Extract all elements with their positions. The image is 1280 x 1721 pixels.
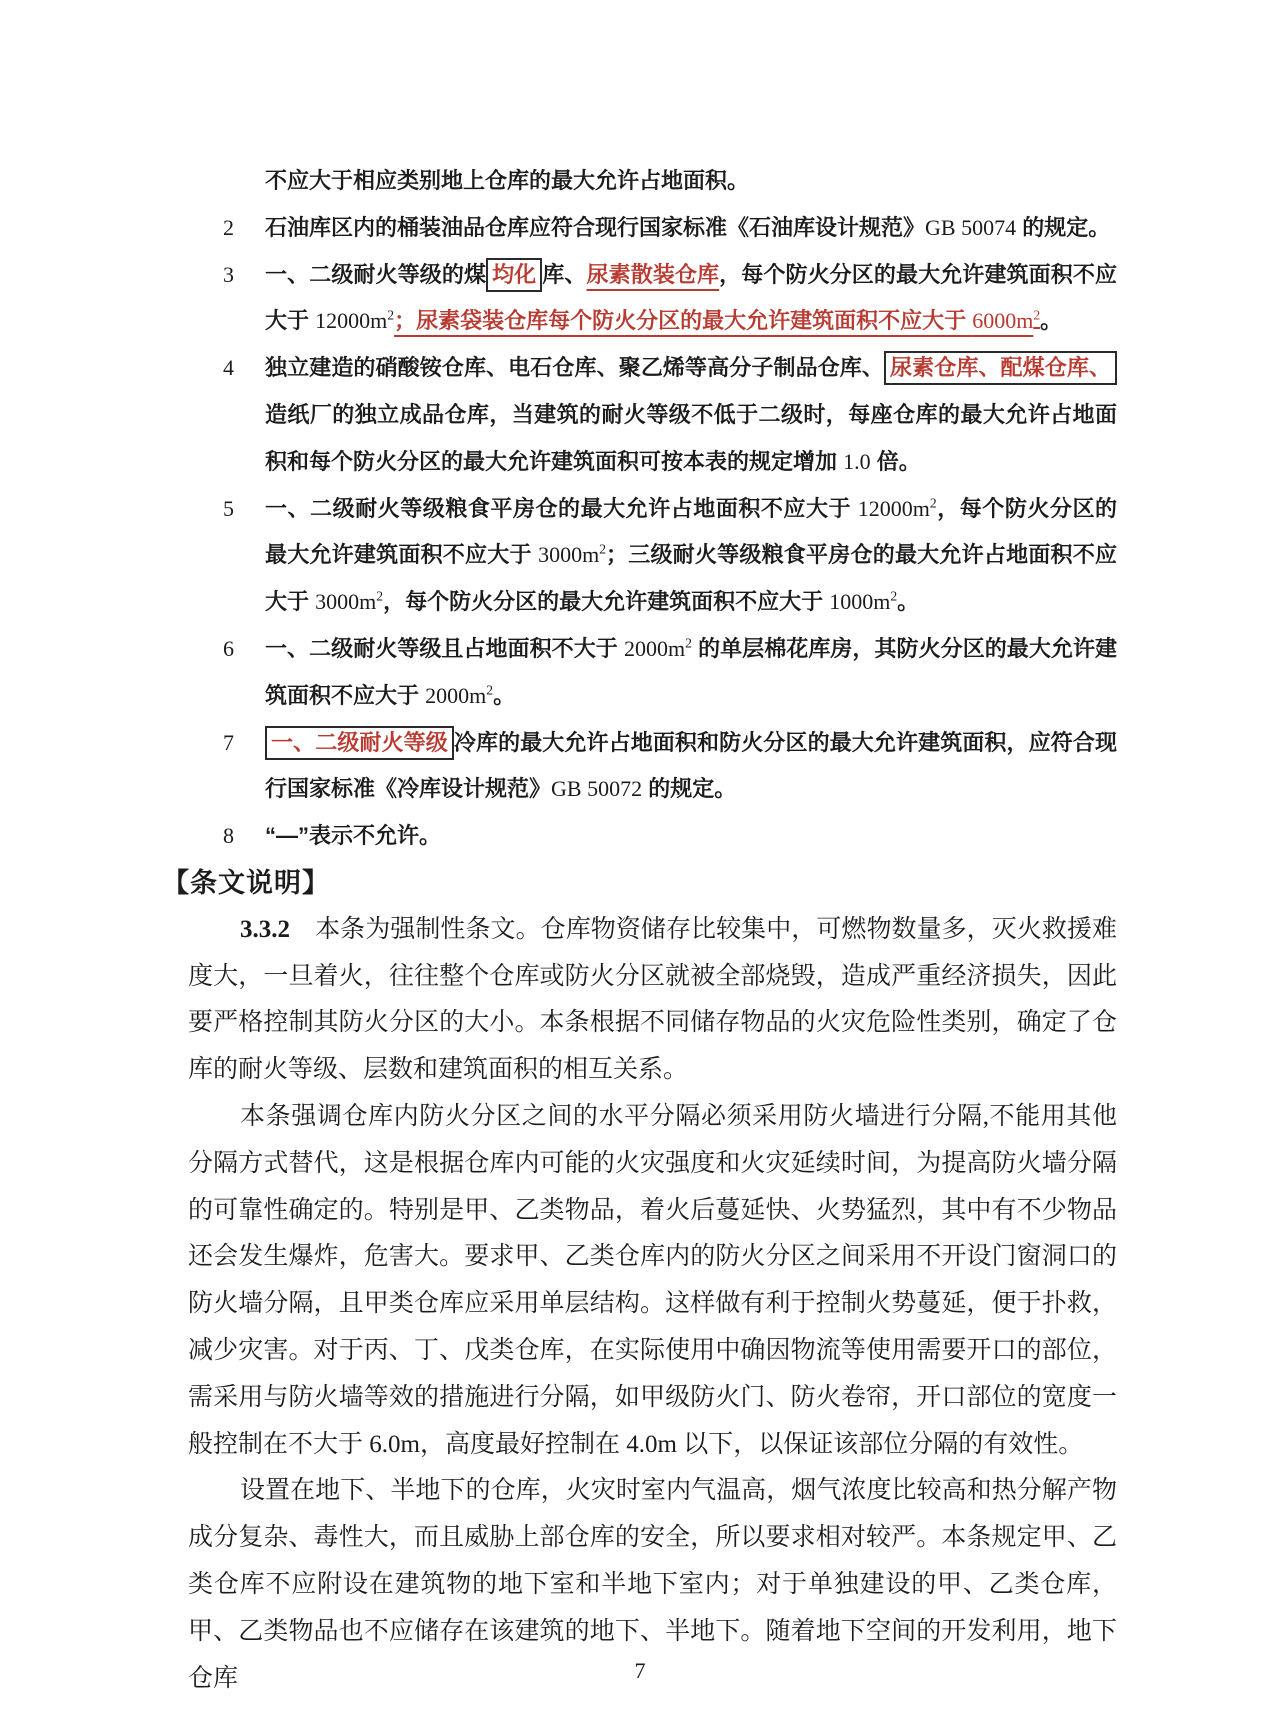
text-segment: GB 50072 (551, 776, 643, 802)
text-segment: 3.3.2 (240, 915, 290, 943)
text-segment: 均化 (486, 258, 542, 292)
text-segment: 石油库区内的桶装油品仓库应符合现行国家标准《石油库设计规范》 (265, 214, 926, 240)
text-segment: 倍。 (870, 448, 921, 474)
text-segment: 1.0 (843, 448, 871, 474)
note-number: 8 (223, 823, 234, 849)
text-segment: 。 (1040, 308, 1063, 334)
note-item (188, 252, 1117, 346)
text-segment: 不应大于相应类别地上仓库的最大允许占地面积。 (265, 168, 750, 193)
text-segment: 2 (890, 588, 898, 604)
note-item (188, 205, 1117, 252)
text-segment: 3000m (538, 542, 600, 568)
text-segment: ，每个防火分区的最大允许建筑面积不应大于 (265, 495, 1117, 568)
text-segment: 1000m (829, 589, 891, 615)
text-segment: 2000m (623, 635, 686, 661)
page-number: 7 (634, 1658, 646, 1683)
text-segment: 一、二级耐火等级且占地面积不大于 (265, 635, 624, 661)
text-segment: 2 (599, 542, 606, 558)
text-segment: 的规定。 (1016, 214, 1111, 240)
text-segment: “—”表示不允许。 (265, 823, 442, 849)
paragraph (188, 907, 1117, 1094)
text-segment: 4.0m (626, 1430, 677, 1458)
text-segment: 12000m (315, 308, 388, 334)
note-number: 7 (223, 729, 234, 755)
note-item (188, 626, 1117, 720)
paragraph (188, 1094, 1117, 1468)
text-segment: 尿素仓库、配煤仓库、 (884, 351, 1117, 385)
note-number: 6 (223, 635, 234, 661)
text-segment: 本条为强制性条文。仓库物资储存比较集中，可燃物数量多，灭火救援难度大，一旦着火，往往整个仓库或防火分区就被全部烧毁，造成严重经济损失，因此要严格控制其防火分区的大小。本条根据不同储存物品的火灾危险性类别，确定了仓库的耐火等级、层数和建筑面积的相互关系。 (188, 915, 1117, 1084)
section-header: 【条文说明】 (162, 867, 330, 898)
text-segment: 2 (1033, 308, 1041, 324)
text-segment: 2000m (425, 682, 487, 708)
text-segment: 。 (897, 589, 920, 615)
text-segment: 库、 (542, 261, 587, 287)
text-segment: 独立建造的硝酸铵仓库、电石仓库、聚乙烯等高分子制品仓库、 (265, 355, 885, 381)
text-segment: 2 (376, 588, 384, 604)
text-segment: 3000m (315, 589, 377, 615)
text-segment: 的单层棉花库房，其防火分区的最大允许建筑面积不应大于 (265, 635, 1117, 708)
text-segment: 的规定。 (642, 776, 737, 802)
note-number: 4 (223, 355, 234, 381)
text-segment: 造纸厂的独立成品仓库，当建筑的耐火等级不低于二级时，每座仓库的最大允许占地面积和每个防火分区的最大允许建筑面积可按本表的规定增加 (265, 401, 1117, 474)
text-segment: 一、二级耐火等级粮食平房仓的最大允许占地面积不应大于 (265, 495, 858, 521)
text-segment: 2 (486, 682, 494, 698)
text-segment: ，高度最好控制在 (419, 1430, 627, 1458)
text-segment: 一、二级耐火等级 (265, 726, 454, 760)
note-item (188, 813, 1117, 860)
text-segment: ，每个防火分区的最大允许建筑面积不应大于 (265, 261, 1117, 334)
note-item (188, 486, 1117, 626)
explanation-paragraphs (188, 907, 1117, 1703)
note-item (188, 720, 1117, 814)
text-segment: 。 (493, 682, 516, 708)
text-segment: 2 (929, 495, 937, 511)
text-segment: 6.0m (369, 1430, 420, 1458)
text-segment: 6000m (972, 308, 1034, 334)
note-item (188, 158, 1117, 205)
note-number: 5 (223, 495, 234, 521)
text-segment: ；尿素袋装仓库每个防火分区的最大允许建筑面积不应大于 (394, 308, 973, 334)
text-segment: ；三级耐火等级粮食平房仓的最大允许占地面积不应大于 (265, 542, 1117, 615)
page-content (162, 158, 1117, 1702)
note-number: 2 (223, 214, 234, 240)
text-segment: 设置在地下、半地下的仓库，火灾时室内气温高，烟气浓度比较高和热分解产物成分复杂、毒性大，而且威胁上部仓库的安全，所以要求相对较严。本条规定甲、乙类仓库不应附设在建筑物的地下室和半地下室内；对于单独建设的甲、乙类仓库，甲、乙类物品也不应储存在该建筑的地下、半地下。随着地下空间的开发利用，地下仓库 (188, 1477, 1117, 1692)
note-number: 3 (223, 261, 234, 287)
text-segment: 2 (685, 635, 692, 651)
text-segment: 冷库的最大允许占地面积和防火分区的最大允许建筑面积，应符合现行国家标准《冷库设计规范》 (265, 729, 1117, 802)
text-segment: 以下，以保证该部位分隔的有效性。 (676, 1430, 1084, 1458)
text-segment: 一、二级耐火等级的煤 (265, 261, 487, 287)
text-segment: 本条强调仓库内防火分区之间的水平分隔必须采用防火墙进行分隔,不能用其他分隔方式替代，这是根据仓库内可能的火灾强度和火灾延续时间，为提高防火墙分隔的可靠性确定的。特别是甲、乙类物品，着火后蔓延快、火势猛烈，其中有不少物品还会发生爆炸，危害大。要求甲、乙类仓库内的防火分区之间采用不开设门窗洞口的防火墙分隔，且甲类仓库应采用单层结构。这样做有利于控制火势蔓延，便于扑救，减少灾害。对于丙、丁、戊类仓库，在实际使用中确因物流等使用需要开口的部位，需采用与防火墙等效的措施进行分隔，如甲级防火门、防火卷帘，开口部位的宽度一般控制在不大于 (188, 1102, 1117, 1458)
text-segment: 尿素散装仓库 (586, 261, 720, 287)
text-segment: GB 50074 (925, 214, 1017, 240)
text-segment: 12000m (857, 495, 930, 521)
note-item (188, 345, 1117, 485)
notes-list (188, 158, 1117, 860)
text-segment: 2 (387, 308, 395, 324)
text-segment: ，每个防火分区的最大允许建筑面积不应大于 (383, 589, 830, 615)
